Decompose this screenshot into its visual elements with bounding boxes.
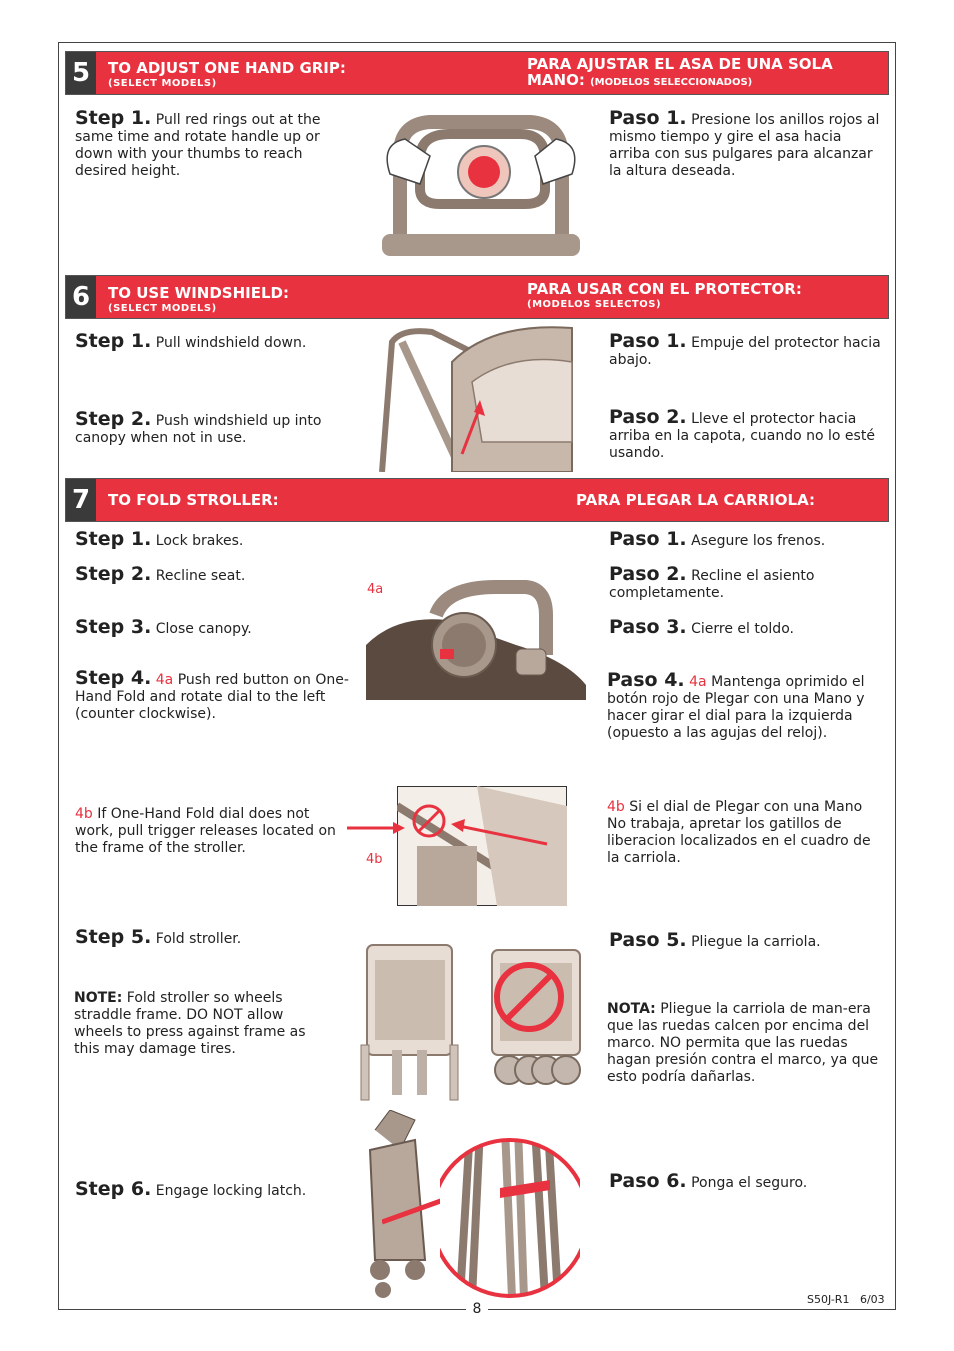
section-title-en: TO USE WINDSHIELD: (SELECT MODELS)	[108, 284, 289, 314]
arrow-4b-left	[347, 818, 407, 838]
step-es: Paso 2. Recline el asiento completamente.	[609, 563, 815, 601]
step-es: Paso 5. Pliegue la carriola.	[609, 929, 821, 951]
step-en: Step 2. Recline seat.	[75, 563, 246, 585]
note-en: NOTE: Fold stroller so wheels straddle frame. DO NOT allow wheels to press against frame as this may damage tires.	[74, 990, 306, 1057]
section-number: 6	[66, 276, 96, 318]
folded-stroller-correct	[357, 940, 462, 1105]
figure-label-4b: 4b	[366, 852, 383, 867]
section-6-header	[65, 275, 889, 319]
section-title-en: TO FOLD STROLLER:	[108, 491, 279, 509]
section-5-header	[65, 51, 889, 95]
fold-dial-illustration	[366, 575, 586, 700]
step-en: Step 1. Pull windshield down.	[75, 330, 307, 352]
step-es: Paso 1. Asegure los frenos.	[609, 528, 826, 550]
step-en: Step 5. Fold stroller.	[75, 926, 242, 948]
step-en: Step 2. Push windshield up into canopy when not in use.	[75, 408, 322, 446]
document-code: S50J-R1 6/03	[807, 1293, 885, 1306]
step-en-4b: 4b If One-Hand Fold dial does not work, pull trigger releases located on the frame of the stroller.	[75, 806, 336, 856]
section-number: 5	[66, 52, 96, 94]
step-es-4b: 4b Si el dial de Plegar con una Mano No trabaja, apretar los gatillos de liberacion localizados en el cuadro de la carriola.	[607, 799, 871, 866]
step-es: Paso 4. 4a Mantenga oprimido el botón rojo de Plegar con una Mano y hacer girar el dial para la izquierda (opuesto a las agujas del reloj).	[607, 669, 865, 741]
figure-label-4a: 4a	[367, 582, 384, 597]
step-es: Paso 3. Cierre el toldo.	[609, 616, 794, 638]
step-en: Step 1. Lock brakes.	[75, 528, 244, 550]
step-en: Step 4. 4a Push red button on One-Hand Fold and rotate dial to the left (counter clockwise).	[75, 667, 349, 722]
step-en: Step 1. Pull red rings out at the same time and rotate handle up or down with your thumbs to reach desired height.	[75, 107, 321, 179]
note-es: NOTA: Pliegue la carriola de man-era que las ruedas calcen por encima del marco. NO permita que las ruedas hagan presión contra el marco, ya que esto podría dañarlas.	[607, 1001, 879, 1085]
step-en: Step 3. Close canopy.	[75, 616, 252, 638]
step-es: Paso 2. Lleve el protector hacia arriba en la capota, cuando no lo esté usando.	[609, 406, 875, 461]
section-7-header	[65, 478, 889, 522]
folded-stroller-incorrect	[484, 945, 589, 1100]
section-title-es: PARA USAR CON EL PROTECTOR: (MODELOS SELECTOS)	[527, 280, 802, 310]
section-title-es: PARA PLEGAR LA CARRIOLA:	[576, 491, 815, 509]
step-en: Step 6. Engage locking latch.	[75, 1178, 307, 1200]
step-es: Paso 1. Presione los anillos rojos al mismo tiempo y gire el asa hacia arriba con sus pulgares para alcanzar la altura deseada.	[609, 107, 880, 179]
trigger-release-illustration	[397, 786, 567, 906]
page-number: 8	[466, 1301, 488, 1317]
section-number: 7	[66, 479, 96, 521]
locking-latch-detail	[440, 1128, 580, 1298]
step-es: Paso 1. Empuje del protector hacia abajo.	[609, 330, 881, 368]
section-title-en: TO ADJUST ONE HAND GRIP: (SELECT MODELS)	[108, 59, 346, 89]
windshield-illustration	[372, 322, 580, 472]
handle-grip-illustration	[380, 104, 582, 256]
step-es: Paso 6. Ponga el seguro.	[609, 1170, 808, 1192]
section-title-es: PARA AJUSTAR EL ASA DE UNA SOLA MANO: (MODELOS SELECCIONADOS)	[527, 55, 833, 89]
